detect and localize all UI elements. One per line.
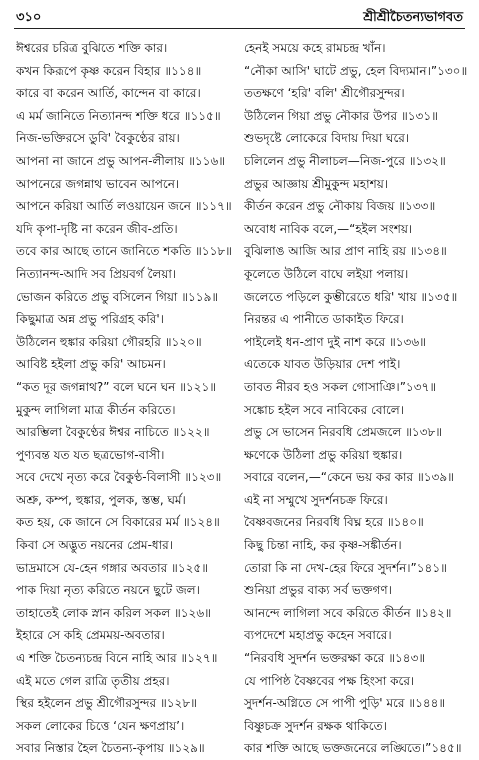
verse-line: কারে বা করেন আর্তি, কান্দেন বা কারে। <box>16 86 201 101</box>
verse-line: শুভদৃষ্টে লোকেরে বিদায় দিয়া ঘরে। <box>244 131 410 146</box>
verse-line: কূলেতে উঠিলে বাঘে লইয়া পলায়। <box>244 266 409 281</box>
verse-line: “কত দূর জগন্নাথ?” বলে ঘনে ঘন ॥১২১॥ <box>16 379 217 394</box>
verse-line: বুঝিলাঙ আজি আর প্রাণ নাহি রয় ॥১৩৪॥ <box>244 244 447 259</box>
verse-line: অশ্রু, কম্প, হুঙ্কার, পুলক, স্তম্ভ, ঘর্ম। <box>16 492 186 507</box>
verse-line: ঈশ্বরের চরিত্র বুঝিতে শক্তি কার। <box>16 41 168 55</box>
verse-line: যে পাপিষ্ঠ বৈষ্ণবের পক্ষ হিংসা করে। <box>244 673 415 688</box>
verse-line: যদি কৃপা-দৃষ্টি না করেন জীব-প্রতি। <box>16 221 178 236</box>
verse-line: সবারে বলেন,—“কেনে ভয় কর কার ॥১৩৯॥ <box>244 470 454 485</box>
verse-line: উঠিলেন গিয়া প্রভু নৌকার উপর ॥১৩১॥ <box>244 108 438 123</box>
verse-line: এ মর্ম জানিতে নিত্যানন্দ শক্তি ধরে ॥১১৫॥ <box>16 108 221 123</box>
verse-line: ব্যপদেশে মহাপ্রভু কহেন সবারে। <box>244 628 392 643</box>
right-text-column <box>244 37 470 760</box>
verse-line: কত হয়, কে জানে সে বিকারের মর্ম ॥১২৪॥ <box>16 515 220 530</box>
verse-line: ভোজন করিতে প্রভু বসিলেন গিয়া ॥১১৯॥ <box>16 289 219 304</box>
verse-line: সকল লোকের চিত্তে ‘যেন ক্ষণপ্রায়’। <box>16 718 185 733</box>
verse-line: সঙ্কোচ হইল সবে নাবিকের বোলে। <box>244 402 405 417</box>
verse-line: বৈষ্ণবজনের নিরবধি বিঘ্ন হরে ॥১৪০॥ <box>244 515 424 530</box>
verse-line: ততক্ষণে ‘হরি' বলি' শ্রীগৌরসুন্দর। <box>244 86 405 101</box>
verse-line: কিছুমাত্র অন্ন প্রভু পরিগ্রহ করি'। <box>16 312 164 327</box>
verse-line: আবিষ্ট হইলা প্রভু করি' আচমন। <box>16 357 166 372</box>
verse-line: সবে দেখে নৃত্য করে বৈকুণ্ঠ-বিলাসী ॥১২৩॥ <box>16 470 222 485</box>
verse-line: এ শক্তি চৈতন্যচন্দ্র বিনে নাহি আর ॥১২৭॥ <box>16 651 218 666</box>
verse-line: সুদর্শন-অগ্নিতে সে পাপী পুড়ি' মরে ॥১৪৪॥ <box>244 696 446 711</box>
verse-line: “নিরবধি সুদর্শন ভক্তরক্ষা করে ॥১৪৩॥ <box>244 651 426 666</box>
verse-line: মুকুন্দ লাগিলা মাত্র কীর্তন করিতে। <box>16 402 176 417</box>
verse-line: স্থির হইলেন প্রভু শ্রীগৌরসুন্দর ॥১২৮॥ <box>16 696 197 711</box>
verse-line: তোরা কি না দেখ-হের ফিরে সুদর্শন।”১৪১॥ <box>244 560 447 575</box>
verse-line: তাবত নীরব হও সকল গোসাঞি।”১৩৭॥ <box>244 379 437 394</box>
verse-line: আনন্দে লাগিলা সবে করিতে কীর্তন ॥১৪২॥ <box>244 605 452 620</box>
verse-line: আপনেরে জগন্নাথ ভাবেন আপনে। <box>16 176 180 191</box>
running-title: শ্রীশ্রীচৈতন্যভাগবত <box>363 10 463 25</box>
verse-line: ক্ষণেকে উঠিলা প্রভু করিয়া হুঙ্কার। <box>244 447 403 462</box>
verse-line: জলেতে পড়িলে কুম্ভীরেতে ধরি' খায় ॥১৩৫॥ <box>244 289 458 304</box>
verse-line: প্রভুর আজ্ঞায় শ্রীমুকুন্দ মহাশয়। <box>244 176 389 191</box>
verse-line: কিবা সে অদ্ভুত নয়নের প্রেম-ধার। <box>16 538 174 553</box>
verse-line: নিত্যানন্দ-আদি সব প্রিয়বর্গ লৈয়া। <box>16 266 177 281</box>
verse-line: পাক দিয়া নৃত্য করিতে নয়নে ছুটে জল। <box>16 583 200 598</box>
page-header <box>14 6 465 29</box>
verse-line: কিছু চিন্তা নাহি, কর কৃষ্ণ-সঙ্কীর্তন। <box>244 538 402 553</box>
verse-line: তবে কার আছে তানে জানিতে শকতি ॥১১৮॥ <box>16 244 232 259</box>
verse-line: এতেকে যাবত উড়িয়ার দেশ পাই। <box>244 357 401 372</box>
verse-line: ইহারে সে কহি প্রেমময়-অবতার। <box>16 628 165 643</box>
verse-line: প্রভু সে ভাসেন নিরবধি প্রেমজলে ॥১৩৮॥ <box>244 425 443 440</box>
verse-line: হেনই সময়ে কহে রামচন্দ্র খাঁন। <box>244 41 386 55</box>
verse-line: পুণ্যবন্ত যত যত ছত্রভোগ-বাসী। <box>16 447 165 462</box>
verse-line: চলিলেন প্রভু নীলাচল—নিজ-পুরে ॥১৩২॥ <box>244 153 446 168</box>
verse-line: বিষ্ণুচক্র সুদর্শন রক্ষক থাকিতে। <box>244 718 387 733</box>
verse-line: ভাদ্রমাসে যে-হেন গঙ্গার অবতার ॥১২৫॥ <box>16 560 209 575</box>
verse-line: পাইলেই ধন-প্রাণ দুই নাশ করে ॥১৩৬॥ <box>244 334 426 349</box>
verse-line: অবোধ নাবিক বলে,—“হইল সংশয়। <box>244 221 413 236</box>
verse-line: সবার নিস্তার হৈল চৈতন্য-কৃপায় ॥১২৯॥ <box>16 741 205 756</box>
verse-line: এই মতে গেল রাত্রি তৃতীয় প্রহর। <box>16 673 170 688</box>
verse-line: নিরন্তর এ পানীতে ডাকাইত ফিরে। <box>244 312 404 327</box>
left-text-column <box>16 37 242 760</box>
verse-line: আপনা না জানে প্রভু আপন-লীলায় ॥১১৬॥ <box>16 153 226 168</box>
verse-line: আরম্ভিলা বৈকুণ্ঠের ঈশ্বর নাচিতে ॥১২২॥ <box>16 425 210 440</box>
verse-line: আপনে করিয়া আর্তি লওয়ায়েন জনে ॥১১৭॥ <box>16 199 232 214</box>
verse-line: “নৌকা আসি' ঘাটে প্রভু, হেল বিদ্যমান।”১৩০॥ <box>244 63 468 78</box>
verse-line: নিজ-ভক্তিরসে ডুবি' বৈকুণ্ঠের রায়। <box>16 131 180 146</box>
verse-line: তাহাতেই লোক স্নান করিল সকল ॥১২৬॥ <box>16 605 211 620</box>
verse-line: শুনিয়া প্রভুর বাক্য সর্ব ভক্তগণ। <box>244 583 392 598</box>
verse-line: উঠিলেন হুঙ্কার করিয়া গৌরহরি ॥১২০॥ <box>16 334 202 349</box>
verse-line: কীর্তন করেন প্রভু নৌকায় বিজয় ॥১৩৩॥ <box>244 199 436 214</box>
verse-line: কার শক্তি আছে ভক্তজনেরে লঙ্ঘিতে।”১৪৫॥ <box>244 741 462 756</box>
page-number: ৩১০ <box>16 10 42 25</box>
verse-line: এই না সম্মুখে সুদর্শনচক্র ফিরে। <box>244 492 388 507</box>
verse-line: কখন কিরূপে কৃষ্ণ করেন বিহার ॥১১৪॥ <box>16 63 202 78</box>
